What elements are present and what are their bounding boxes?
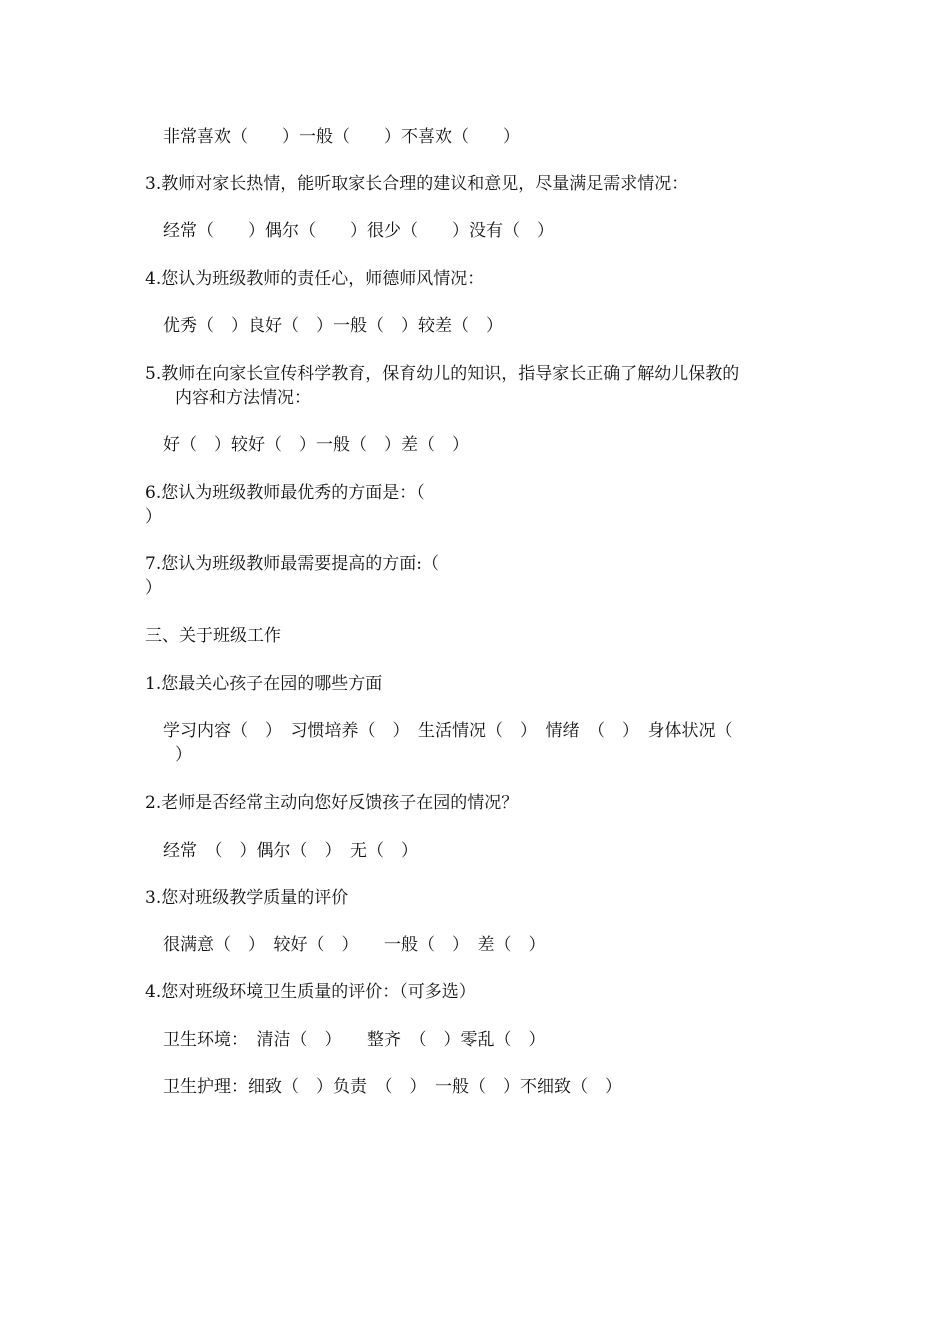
section3-question-4: 4.您对班级环境卫生质量的评价：（可多选） <box>145 982 476 1002</box>
q3-options: 经常（ ）偶尔（ ）很少（ ）没有（ ） <box>163 221 554 241</box>
section3-question-3: 3.您对班级教学质量的评价 <box>145 888 349 908</box>
question-7: 7.您认为班级教师最需要提高的方面:（ <box>145 554 439 574</box>
question-6-close: ） <box>145 507 162 527</box>
s3q3-options: 很满意（ ） 较好（ ） 一般（ ） 差（ ） <box>163 935 546 955</box>
s3q1-options: 学习内容（ ） 习惯培养（ ） 生活情况（ ） 情绪 （ ） 身体状况（ <box>163 721 733 741</box>
q2-options: 非常喜欢（ ）一般（ ）不喜欢（ ） <box>163 127 520 147</box>
question-3: 3.教师对家长热情，能听取家长合理的建议和意见，尽量满足需求情况： <box>145 174 689 194</box>
section-heading-class-work: 三、关于班级工作 <box>145 626 281 646</box>
section3-question-1: 1.您最关心孩子在园的哪些方面 <box>145 674 383 694</box>
s3q2-options: 经常 （ ）偶尔（ ） 无（ ） <box>163 841 418 861</box>
question-5: 5.教师在向家长宣传科学教育，保育幼儿的知识，指导家长正确了解幼儿保教的 <box>145 364 740 384</box>
question-5-cont: 内容和方法情况： <box>175 388 311 408</box>
s3q4-hygiene-environment: 卫生环境： 清洁（ ） 整齐 （ ）零乱（ ） <box>163 1030 546 1050</box>
s3q1-options-close: ） <box>175 745 192 765</box>
question-7-close: ） <box>145 578 162 598</box>
question-4: 4.您认为班级教师的责任心，师德师风情况： <box>145 269 485 289</box>
question-6: 6.您认为班级教师最优秀的方面是：（ <box>145 483 425 503</box>
q4-options: 优秀（ ）良好（ ）一般（ ）较差（ ） <box>163 316 503 336</box>
s3q4-hygiene-care: 卫生护理：细致（ ）负责 （ ） 一般（ ）不细致（ ） <box>163 1077 622 1097</box>
q5-options: 好（ ）较好（ ）一般（ ）差（ ） <box>163 435 469 455</box>
section3-question-2: 2.老师是否经常主动向您好反馈孩子在园的情况？ <box>145 793 519 813</box>
